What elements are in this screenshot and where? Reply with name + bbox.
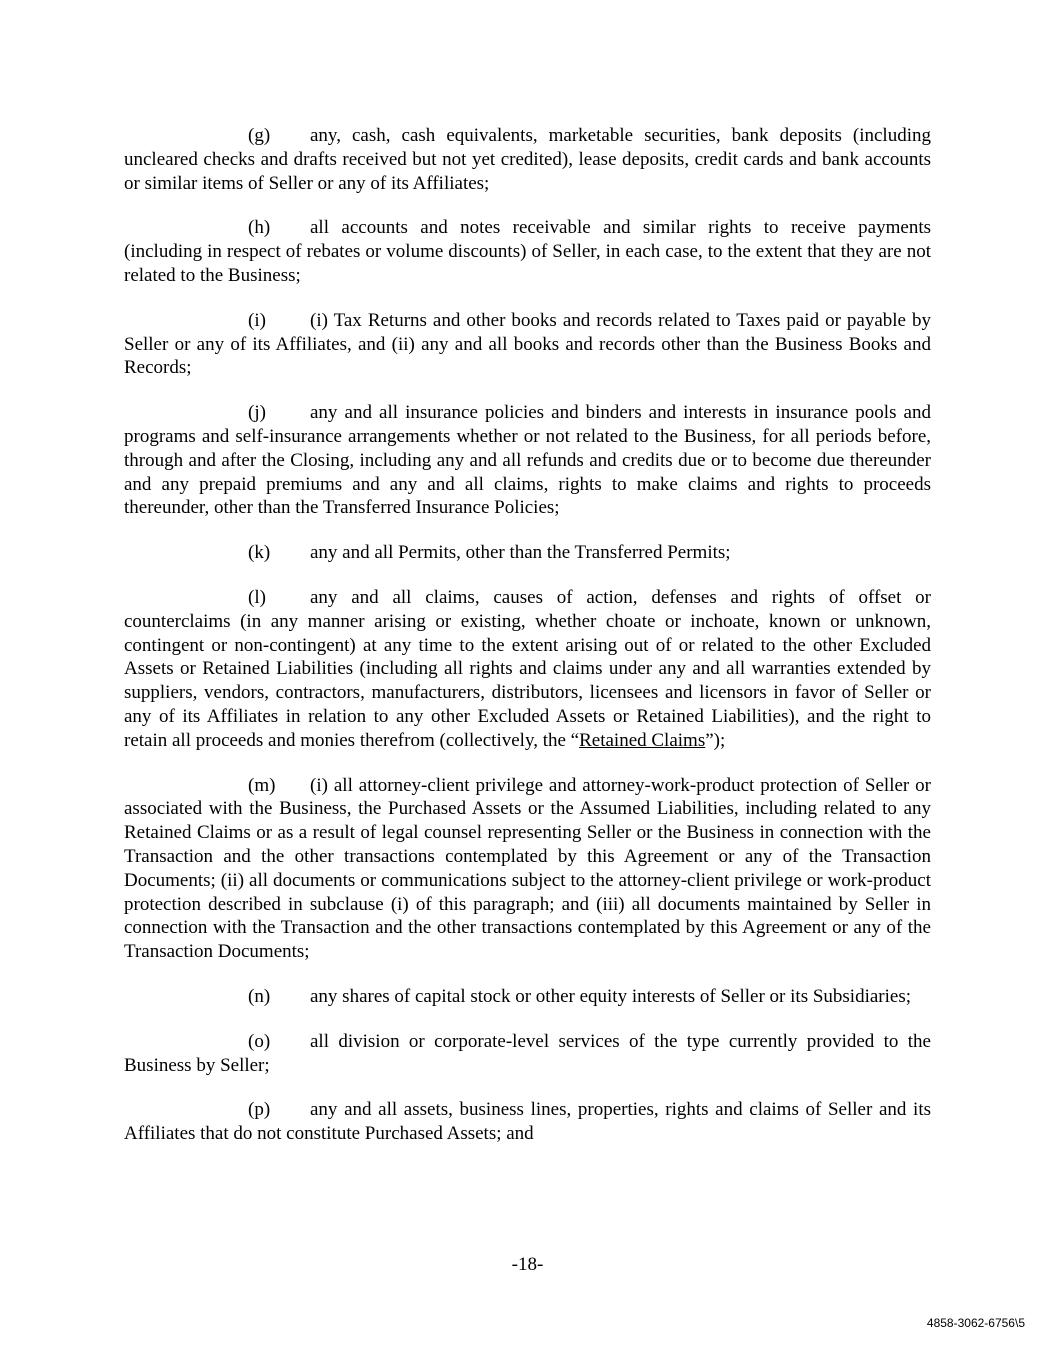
clause-text: any and all Permits, other than the Transferred Permits; — [310, 542, 731, 564]
clause-text: any, cash, cash equivalents, marketable securities, bank deposits (including uncleared checks and drafts received but not yet credited), lease deposits, credit cards and bank accounts or similar items of Seller or any of its Affiliates; — [124, 125, 931, 194]
clause-h — [124, 216, 931, 287]
document-id: 4858-3062-6756\5 — [926, 1316, 1025, 1330]
clause-o — [124, 1030, 931, 1078]
defined-term-retained-claims: Retained Claims — [579, 729, 706, 751]
document-body — [124, 124, 931, 1167]
clause-n — [124, 985, 931, 1009]
clause-marker: (g) — [248, 125, 271, 146]
clause-marker: (p) — [248, 1099, 271, 1121]
clause-text: any and all assets, business lines, properties, rights and claims of Seller and its Affiliates that do not constitute Purchased Assets; and — [124, 1099, 931, 1145]
clause-text: (i) all attorney-client privilege and attorney-work-product protection of Seller or associated with the Business, the Purchased Assets or the Assumed Liabilities, including related to any Retained Claims or as a result of legal counsel representing Seller or the Business in connection with the Transaction and the other transactions contemplated by this Agreement or any of the Transaction Documents; (ii) all documents or communications subject to the attorney-client privilege or work-product protection described in subclause (i) of this paragraph; and (iii) all documents maintained by Seller in connection with the Transaction and the other transactions contemplated by this Agreement or any of the Transaction Documents; — [124, 774, 931, 963]
clause-marker: (i) — [248, 309, 266, 331]
clause-i — [124, 309, 931, 380]
clause-marker: (j) — [248, 402, 266, 424]
clause-text: (i) Tax Returns and other books and records related to Taxes paid or payable by Seller or any of its Affiliates, and (ii) any and all books and records other than the Business Books and Records; — [124, 309, 931, 379]
clause-text: any and all insurance policies and binders and interests in insurance pools and programs and self-insurance arrangements whether or not related to the Business, for all periods before, through and after the Closing, including any and all refunds and credits due or to become due thereunder and any prepaid premiums and any and all claims, rights to make claims and rights to proceeds thereunder, other than the Transferred Insurance Policies; — [124, 402, 931, 519]
clause-k — [124, 541, 931, 565]
clause-text: all accounts and notes receivable and similar rights to receive payments (including in respect of rebates or volume discounts) of Seller, in each case, to the extent that they are not related to the Business; — [124, 217, 931, 286]
clause-text-end: ”); — [705, 729, 726, 751]
clause-p — [124, 1098, 931, 1146]
clause-marker: (o) — [248, 1030, 271, 1052]
clause-m — [124, 774, 931, 964]
clause-marker: (m) — [248, 774, 276, 796]
clause-j — [124, 401, 931, 520]
clause-marker: (h) — [248, 217, 271, 239]
page-number: -18- — [511, 1254, 544, 1275]
clause-g — [124, 124, 931, 195]
clause-l — [124, 586, 931, 753]
clause-marker: (l) — [248, 586, 266, 608]
clause-marker: (n) — [248, 985, 271, 1007]
clause-text: any shares of capital stock or other equity interests of Seller or its Subsidiaries; — [310, 985, 911, 1007]
clause-marker: (k) — [248, 542, 271, 564]
clause-text: any and all claims, causes of action, defenses and rights of offset or counterclaims (in any manner arising or existing, whether choate or inchoate, known or unknown, contingent or non-contingent) at any time to the extent arising out of or related to the other Excluded Assets or Retained Liabilities (including all rights and claims under any and all warranties extended by suppliers, vendors, contractors, manufacturers, distributors, licensees and licensors in favor of Seller or any of its Affiliates in relation to any other Excluded Assets or Retained Liabilities), and the right to retain all proceeds and monies therefrom (collectively, the “ — [124, 586, 931, 751]
clause-text: all division or corporate-level services of the type currently provided to the Business by Seller; — [124, 1030, 931, 1076]
